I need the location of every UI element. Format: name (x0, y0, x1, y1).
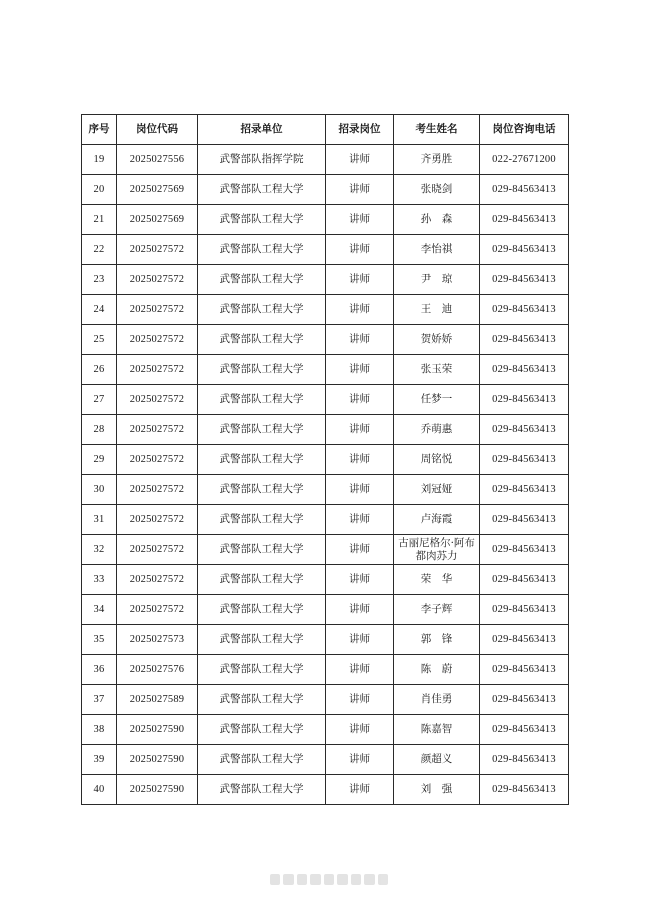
cell-post: 讲师 (326, 565, 394, 595)
cell-post: 讲师 (326, 415, 394, 445)
cell-phone: 029-84563413 (480, 355, 569, 385)
cell-post: 讲师 (326, 145, 394, 175)
header-post-code: 岗位代码 (117, 115, 198, 145)
table-row (82, 535, 569, 565)
cell-post: 讲师 (326, 355, 394, 385)
cell-name: 张玉荣 (394, 355, 480, 385)
cell-unit: 武警部队工程大学 (198, 715, 326, 745)
cell-index: 38 (82, 715, 117, 745)
table-row (82, 415, 569, 445)
cell-unit: 武警部队工程大学 (198, 385, 326, 415)
cell-name: 颜超义 (394, 745, 480, 775)
cell-index: 21 (82, 205, 117, 235)
table-row (82, 205, 569, 235)
cell-post-code: 2025027572 (117, 235, 198, 265)
cell-index: 32 (82, 535, 117, 565)
cell-phone: 029-84563413 (480, 565, 569, 595)
cell-unit: 武警部队工程大学 (198, 685, 326, 715)
cell-post-code: 2025027572 (117, 415, 198, 445)
cell-phone: 029-84563413 (480, 715, 569, 745)
cell-unit: 武警部队工程大学 (198, 295, 326, 325)
table-row (82, 175, 569, 205)
candidate-table (81, 114, 569, 805)
cell-name: 陈 蔚 (394, 655, 480, 685)
cell-unit: 武警部队工程大学 (198, 505, 326, 535)
cell-index: 22 (82, 235, 117, 265)
cell-post-code: 2025027572 (117, 535, 198, 565)
cell-post-code: 2025027576 (117, 655, 198, 685)
cell-post-code: 2025027572 (117, 295, 198, 325)
cell-post: 讲师 (326, 655, 394, 685)
cell-unit: 武警部队工程大学 (198, 775, 326, 805)
cell-post-code: 2025027572 (117, 505, 198, 535)
header-phone: 岗位咨询电话 (480, 115, 569, 145)
cell-post-code: 2025027572 (117, 445, 198, 475)
cell-phone: 029-84563413 (480, 295, 569, 325)
cell-unit: 武警部队工程大学 (198, 415, 326, 445)
cell-post: 讲师 (326, 235, 394, 265)
cell-post-code: 2025027572 (117, 565, 198, 595)
cell-post-code: 2025027589 (117, 685, 198, 715)
cell-phone: 029-84563413 (480, 265, 569, 295)
header-unit: 招录单位 (198, 115, 326, 145)
cell-post-code: 2025027572 (117, 325, 198, 355)
cell-name: 张晓剑 (394, 175, 480, 205)
cell-index: 28 (82, 415, 117, 445)
cell-post-code: 2025027590 (117, 775, 198, 805)
table-row (82, 265, 569, 295)
cell-post-code: 2025027573 (117, 625, 198, 655)
cell-name: 李子辉 (394, 595, 480, 625)
table-body (82, 145, 569, 805)
cell-name: 李怡祺 (394, 235, 480, 265)
cell-index: 27 (82, 385, 117, 415)
table-row (82, 625, 569, 655)
cell-post-code: 2025027556 (117, 145, 198, 175)
cell-post: 讲师 (326, 745, 394, 775)
cell-phone: 029-84563413 (480, 745, 569, 775)
cell-index: 39 (82, 745, 117, 775)
cell-unit: 武警部队工程大学 (198, 565, 326, 595)
header-name: 考生姓名 (394, 115, 480, 145)
cell-index: 29 (82, 445, 117, 475)
cell-index: 20 (82, 175, 117, 205)
cell-index: 24 (82, 295, 117, 325)
cell-name: 陈嘉智 (394, 715, 480, 745)
table-row (82, 475, 569, 505)
cell-phone: 022-27671200 (480, 145, 569, 175)
cell-unit: 武警部队工程大学 (198, 595, 326, 625)
cell-phone: 029-84563413 (480, 775, 569, 805)
table-row (82, 715, 569, 745)
cell-post: 讲师 (326, 475, 394, 505)
cell-post: 讲师 (326, 295, 394, 325)
table-row (82, 325, 569, 355)
cell-post-code: 2025027572 (117, 265, 198, 295)
cell-post-code: 2025027572 (117, 595, 198, 625)
cell-name: 刘冠娅 (394, 475, 480, 505)
cell-unit: 武警部队工程大学 (198, 625, 326, 655)
cell-phone: 029-84563413 (480, 445, 569, 475)
cell-name: 卢海霞 (394, 505, 480, 535)
cell-index: 35 (82, 625, 117, 655)
cell-name: 肖佳勇 (394, 685, 480, 715)
cell-name: 尹 琼 (394, 265, 480, 295)
cell-name: 任梦一 (394, 385, 480, 415)
cell-post-code: 2025027569 (117, 205, 198, 235)
table-row (82, 145, 569, 175)
cell-post-code: 2025027572 (117, 355, 198, 385)
cell-unit: 武警部队工程大学 (198, 475, 326, 505)
cell-post-code: 2025027569 (117, 175, 198, 205)
cell-post: 讲师 (326, 775, 394, 805)
table-row (82, 505, 569, 535)
table-row (82, 685, 569, 715)
cell-unit: 武警部队工程大学 (198, 235, 326, 265)
cell-index: 37 (82, 685, 117, 715)
cell-phone: 029-84563413 (480, 235, 569, 265)
cell-unit: 武警部队工程大学 (198, 325, 326, 355)
cell-name: 刘 强 (394, 775, 480, 805)
table-row (82, 775, 569, 805)
cell-index: 33 (82, 565, 117, 595)
cell-name: 齐勇胜 (394, 145, 480, 175)
cell-phone: 029-84563413 (480, 685, 569, 715)
cell-unit: 武警部队工程大学 (198, 445, 326, 475)
cell-index: 23 (82, 265, 117, 295)
table-row (82, 235, 569, 265)
cell-post: 讲师 (326, 625, 394, 655)
cell-post: 讲师 (326, 175, 394, 205)
cell-post-code: 2025027590 (117, 745, 198, 775)
cell-post: 讲师 (326, 535, 394, 565)
table-row (82, 565, 569, 595)
cell-unit: 武警部队工程大学 (198, 175, 326, 205)
cell-post: 讲师 (326, 445, 394, 475)
table-row (82, 445, 569, 475)
table-row (82, 655, 569, 685)
cell-unit: 武警部队工程大学 (198, 535, 326, 565)
header-row (82, 115, 569, 145)
table-header (82, 115, 569, 145)
cell-index: 30 (82, 475, 117, 505)
cell-post-code: 2025027590 (117, 715, 198, 745)
cell-phone: 029-84563413 (480, 205, 569, 235)
cell-post: 讲师 (326, 385, 394, 415)
cell-index: 25 (82, 325, 117, 355)
cell-post: 讲师 (326, 265, 394, 295)
cell-phone: 029-84563413 (480, 505, 569, 535)
cell-post: 讲师 (326, 715, 394, 745)
table-row (82, 595, 569, 625)
cell-name: 郭 锋 (394, 625, 480, 655)
cell-unit: 武警部队工程大学 (198, 745, 326, 775)
cell-phone: 029-84563413 (480, 595, 569, 625)
cell-name: 王 迪 (394, 295, 480, 325)
cell-phone: 029-84563413 (480, 175, 569, 205)
cell-post: 讲师 (326, 505, 394, 535)
table-row (82, 295, 569, 325)
cell-index: 36 (82, 655, 117, 685)
cell-unit: 武警部队工程大学 (198, 205, 326, 235)
cell-phone: 029-84563413 (480, 625, 569, 655)
cell-phone: 029-84563413 (480, 415, 569, 445)
table-row (82, 385, 569, 415)
table-row (82, 355, 569, 385)
cell-phone: 029-84563413 (480, 325, 569, 355)
cell-phone: 029-84563413 (480, 655, 569, 685)
cell-phone: 029-84563413 (480, 385, 569, 415)
cell-name: 乔萌惠 (394, 415, 480, 445)
cell-unit: 武警部队工程大学 (198, 355, 326, 385)
cell-index: 19 (82, 145, 117, 175)
watermark (270, 870, 388, 888)
header-post: 招录岗位 (326, 115, 394, 145)
cell-index: 40 (82, 775, 117, 805)
cell-post: 讲师 (326, 325, 394, 355)
cell-phone: 029-84563413 (480, 535, 569, 565)
cell-unit: 武警部队工程大学 (198, 265, 326, 295)
cell-name: 周铭悦 (394, 445, 480, 475)
cell-post: 讲师 (326, 685, 394, 715)
cell-unit: 武警部队工程大学 (198, 655, 326, 685)
cell-name: 贺娇娇 (394, 325, 480, 355)
cell-index: 34 (82, 595, 117, 625)
cell-post-code: 2025027572 (117, 475, 198, 505)
table-row (82, 745, 569, 775)
cell-index: 31 (82, 505, 117, 535)
cell-unit: 武警部队指挥学院 (198, 145, 326, 175)
cell-post: 讲师 (326, 595, 394, 625)
header-index: 序号 (82, 115, 117, 145)
cell-name: 荣 华 (394, 565, 480, 595)
cell-name: 孙 森 (394, 205, 480, 235)
cell-name: 古丽尼格尔·阿布都肉苏力 (394, 535, 480, 565)
cell-post-code: 2025027572 (117, 385, 198, 415)
cell-phone: 029-84563413 (480, 475, 569, 505)
cell-index: 26 (82, 355, 117, 385)
cell-post: 讲师 (326, 205, 394, 235)
